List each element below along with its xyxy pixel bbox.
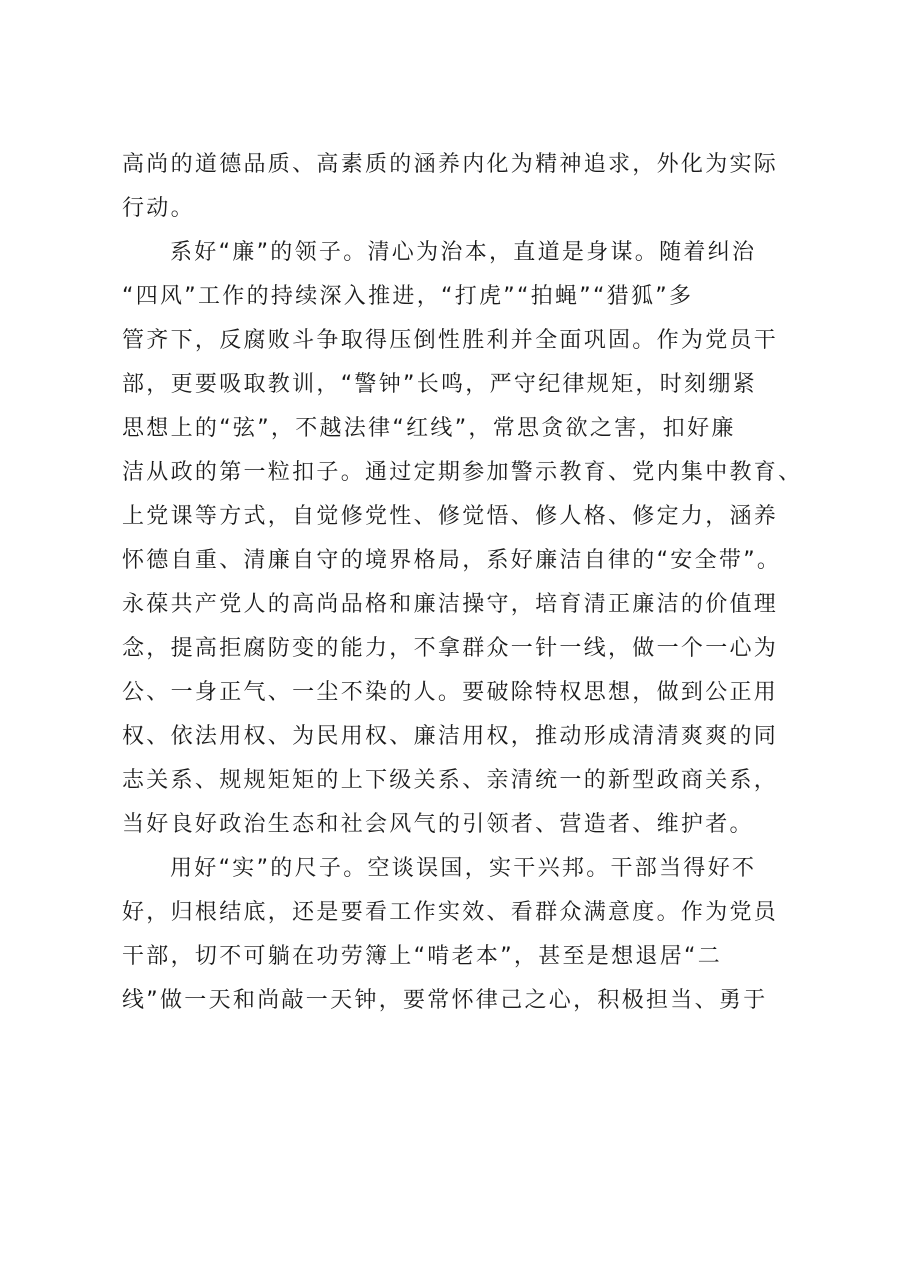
paragraph-2 xyxy=(122,231,802,847)
text-line: 洁从政的第一粒扣子。通过定期参加警示教育、党内集中教育、 xyxy=(122,460,803,485)
text-line: 干部，切不可躺在功劳簿上“啃老本”，甚至是想退居“二 xyxy=(122,944,722,969)
text-line: 用好“实”的尺子。空谈误国，实干兴邦。干部当得好不 xyxy=(170,856,757,881)
text-line: 部，更要吸取教训，“警钟”长鸣，严守纪律规矩，时刻绷紧 xyxy=(122,372,757,397)
text-line: 思想上的“弦”，不越法律“红线”，常思贪欲之害，扣好廉 xyxy=(122,416,736,441)
text-line: 志关系、规规矩矩的上下级关系、亲清统一的新型政商关系， xyxy=(122,768,779,793)
text-line: 公、一身正气、一尘不染的人。要破除特权思想，做到公正用 xyxy=(122,680,779,705)
text-line: 念，提高拒腐防变的能力，不拿群众一针一线，做一个一心为 xyxy=(122,636,779,661)
text-line: 当好良好政治生态和社会风气的引领者、营造者、维护者。 xyxy=(122,812,754,837)
document-body xyxy=(122,143,802,1023)
text-line: “四风”工作的持续深入推进，“打虎”“拍蝇”“猎狐”多 xyxy=(122,284,694,309)
paragraph-1 xyxy=(122,143,802,231)
text-line: 永葆共产党人的高尚品格和廉洁操守，培育清正廉洁的价值理 xyxy=(122,592,779,617)
text-line: 怀德自重、清廉自守的境界格局，系好廉洁自律的“安全带”。 xyxy=(122,548,782,573)
text-line: 管齐下，反腐败斗争取得压倒性胜利并全面巩固。作为党员干 xyxy=(122,328,779,353)
text-line: 上党课等方式，自觉修党性、修觉悟、修人格、修定力，涵养 xyxy=(122,504,779,529)
text-line: 高尚的道德品质、高素质的涵养内化为精神追求，外化为实际 xyxy=(122,152,779,177)
text-line: 好，归根结底，还是要看工作实效、看群众满意度。作为党员 xyxy=(122,900,779,925)
paragraph-3 xyxy=(122,847,802,1023)
text-line: 线”做一天和尚敲一天钟，要常怀律己之心，积极担当、勇于 xyxy=(122,988,768,1013)
text-line: 权、依法用权、为民用权、廉洁用权，推动形成清清爽爽的同 xyxy=(122,724,779,749)
text-line: 系好“廉”的领子。清心为治本，直道是身谋。随着纠治 xyxy=(170,240,757,265)
text-line: 行动。 xyxy=(122,196,195,221)
